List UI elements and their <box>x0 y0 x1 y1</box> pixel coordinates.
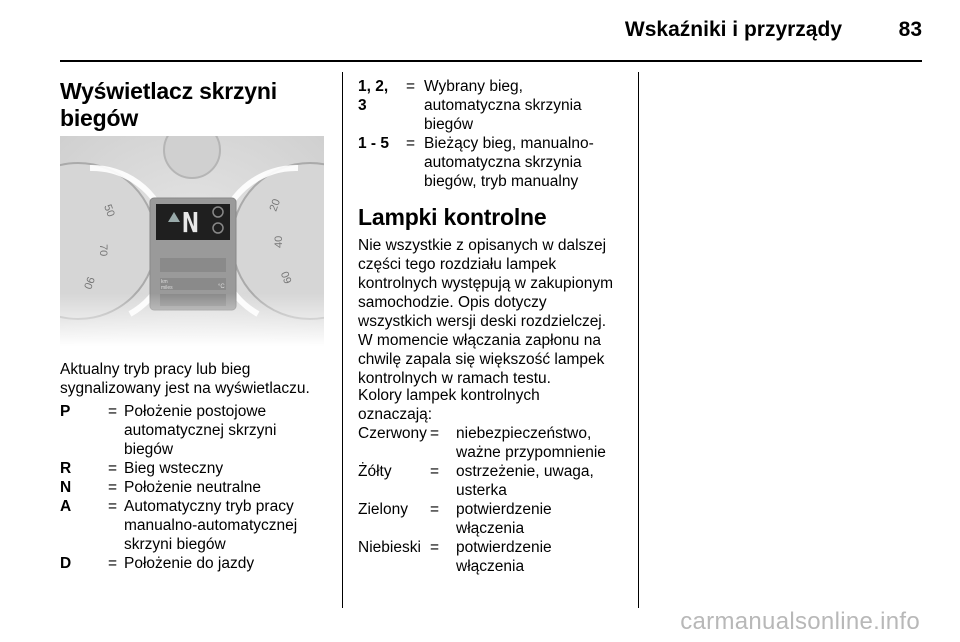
color-meaning <box>456 538 638 576</box>
equals-sign: = <box>108 460 118 477</box>
description-line: automatycznej skrzyni <box>124 422 277 439</box>
description-line: Położenie do jazdy <box>124 555 255 572</box>
term-line: 1 - 5 <box>358 135 390 152</box>
watermark: carmanualsonline.info <box>680 608 920 635</box>
description-line: Położenie neutralne <box>124 479 262 496</box>
paragraph-line: Nie wszystkie z opisanych w dalszej <box>358 237 607 254</box>
color-name: Zielony <box>358 501 408 518</box>
paragraph-line: W momencie włączania zapłonu na <box>358 332 601 349</box>
description-line: ostrzeżenie, uwaga, <box>456 463 594 480</box>
warning-lights-title: Lampki kontrolne <box>358 204 547 230</box>
gear-description <box>124 402 330 459</box>
term-line: 3 <box>358 97 367 114</box>
warning-lights-intro <box>358 236 613 388</box>
header-rule <box>60 60 922 62</box>
description-line: biegów <box>424 116 474 133</box>
gear-letter: D <box>60 555 72 572</box>
gear-row <box>60 554 330 573</box>
description-line: biegów, tryb manualny <box>424 173 579 190</box>
gear-description <box>124 554 330 573</box>
color-meaning <box>456 462 638 500</box>
paragraph-line: oznaczają: <box>358 406 433 423</box>
description-line: automatyczna skrzynia <box>424 97 582 114</box>
description-line: Bieżący bieg, manualno- <box>424 135 594 152</box>
equals-sign: = <box>108 498 118 515</box>
image-fade <box>60 136 324 346</box>
gear-number <box>358 77 406 134</box>
gear-description <box>124 497 330 554</box>
equals-sign: = <box>430 539 440 556</box>
description-line: włączenia <box>456 520 525 537</box>
equals-sign: = <box>430 425 440 442</box>
gear-number-description <box>424 77 628 134</box>
page-number: 83 <box>898 18 922 41</box>
term-line: 1, 2, <box>358 78 389 95</box>
dashboard-display-illustration <box>60 136 324 346</box>
description-line: potwierdzenie <box>456 539 552 556</box>
description-line: manualno-automatycznej <box>124 517 298 534</box>
description-line: skrzyni biegów <box>124 536 226 553</box>
description-line: włączenia <box>456 558 525 575</box>
gear-number-row <box>358 77 628 134</box>
gear-row <box>60 402 330 459</box>
paragraph-line: chwilę zapala się większość lampek <box>358 351 605 368</box>
gear-row <box>60 459 330 478</box>
description-line: niebezpieczeństwo, <box>456 425 592 442</box>
gear-letter: P <box>60 403 71 420</box>
paragraph-line: samochodzie. Opis dotyczy <box>358 294 547 311</box>
color-definition-list <box>358 424 638 576</box>
color-row <box>358 424 638 462</box>
gear-number-description <box>424 134 628 191</box>
equals-sign: = <box>430 463 440 480</box>
color-row <box>358 500 638 538</box>
gear-row <box>60 497 330 554</box>
equals-sign: = <box>108 403 118 420</box>
color-row <box>358 538 638 576</box>
equals-sign: = <box>430 501 440 518</box>
section-title: Wyświetlacz skrzyni biegów <box>60 78 277 131</box>
equals-sign: = <box>108 555 118 572</box>
gear-number <box>358 134 406 191</box>
gear-letter: R <box>60 460 72 477</box>
paragraph-line: wszystkich wersji deski rozdzielczej. <box>358 313 607 330</box>
gear-number-row <box>358 134 628 191</box>
gear-description <box>124 459 330 478</box>
gear-number-definition-list <box>358 77 628 191</box>
description-line: usterka <box>456 482 507 499</box>
color-row <box>358 462 638 500</box>
header-title: Wskaźniki i przyrządy <box>624 18 842 41</box>
description-line: potwierdzenie <box>456 501 552 518</box>
color-name: Żółty <box>358 463 392 480</box>
description-line: ważne przypomnienie <box>456 444 606 461</box>
description-line: automatyczna skrzynia <box>424 154 582 171</box>
column-divider <box>638 72 639 608</box>
color-meaning <box>456 424 638 462</box>
equals-sign: = <box>108 479 118 496</box>
color-meaning <box>456 500 638 538</box>
equals-sign: = <box>406 135 416 152</box>
description-line: Położenie postojowe <box>124 403 267 420</box>
paragraph-line: kontrolnych występują w zakupionym <box>358 275 614 292</box>
paragraph-line: części tego rozdziału lampek <box>358 256 557 273</box>
color-name: Niebieski <box>358 539 421 556</box>
description-line: Bieg wsteczny <box>124 460 224 477</box>
gear-definition-list <box>60 402 330 573</box>
equals-sign: = <box>406 78 416 95</box>
color-name: Czerwony <box>358 425 427 442</box>
paragraph-line: Kolory lampek kontrolnych <box>358 387 540 404</box>
column-divider <box>342 72 343 608</box>
gear-row <box>60 478 330 497</box>
description-line: Automatyczny tryb pracy <box>124 498 294 515</box>
colors-intro <box>358 386 540 424</box>
paragraph-line: kontrolnych w ramach testu. <box>358 370 551 387</box>
gear-letter: A <box>60 498 72 515</box>
gear-description <box>124 478 330 497</box>
gear-letter: N <box>60 479 72 496</box>
description-line: Wybrany bieg, <box>424 78 523 95</box>
description-line: biegów <box>124 441 174 458</box>
image-caption: Aktualny tryb pracy lub bieg sygnalizowany jest na wyświetlaczu. <box>60 361 310 397</box>
